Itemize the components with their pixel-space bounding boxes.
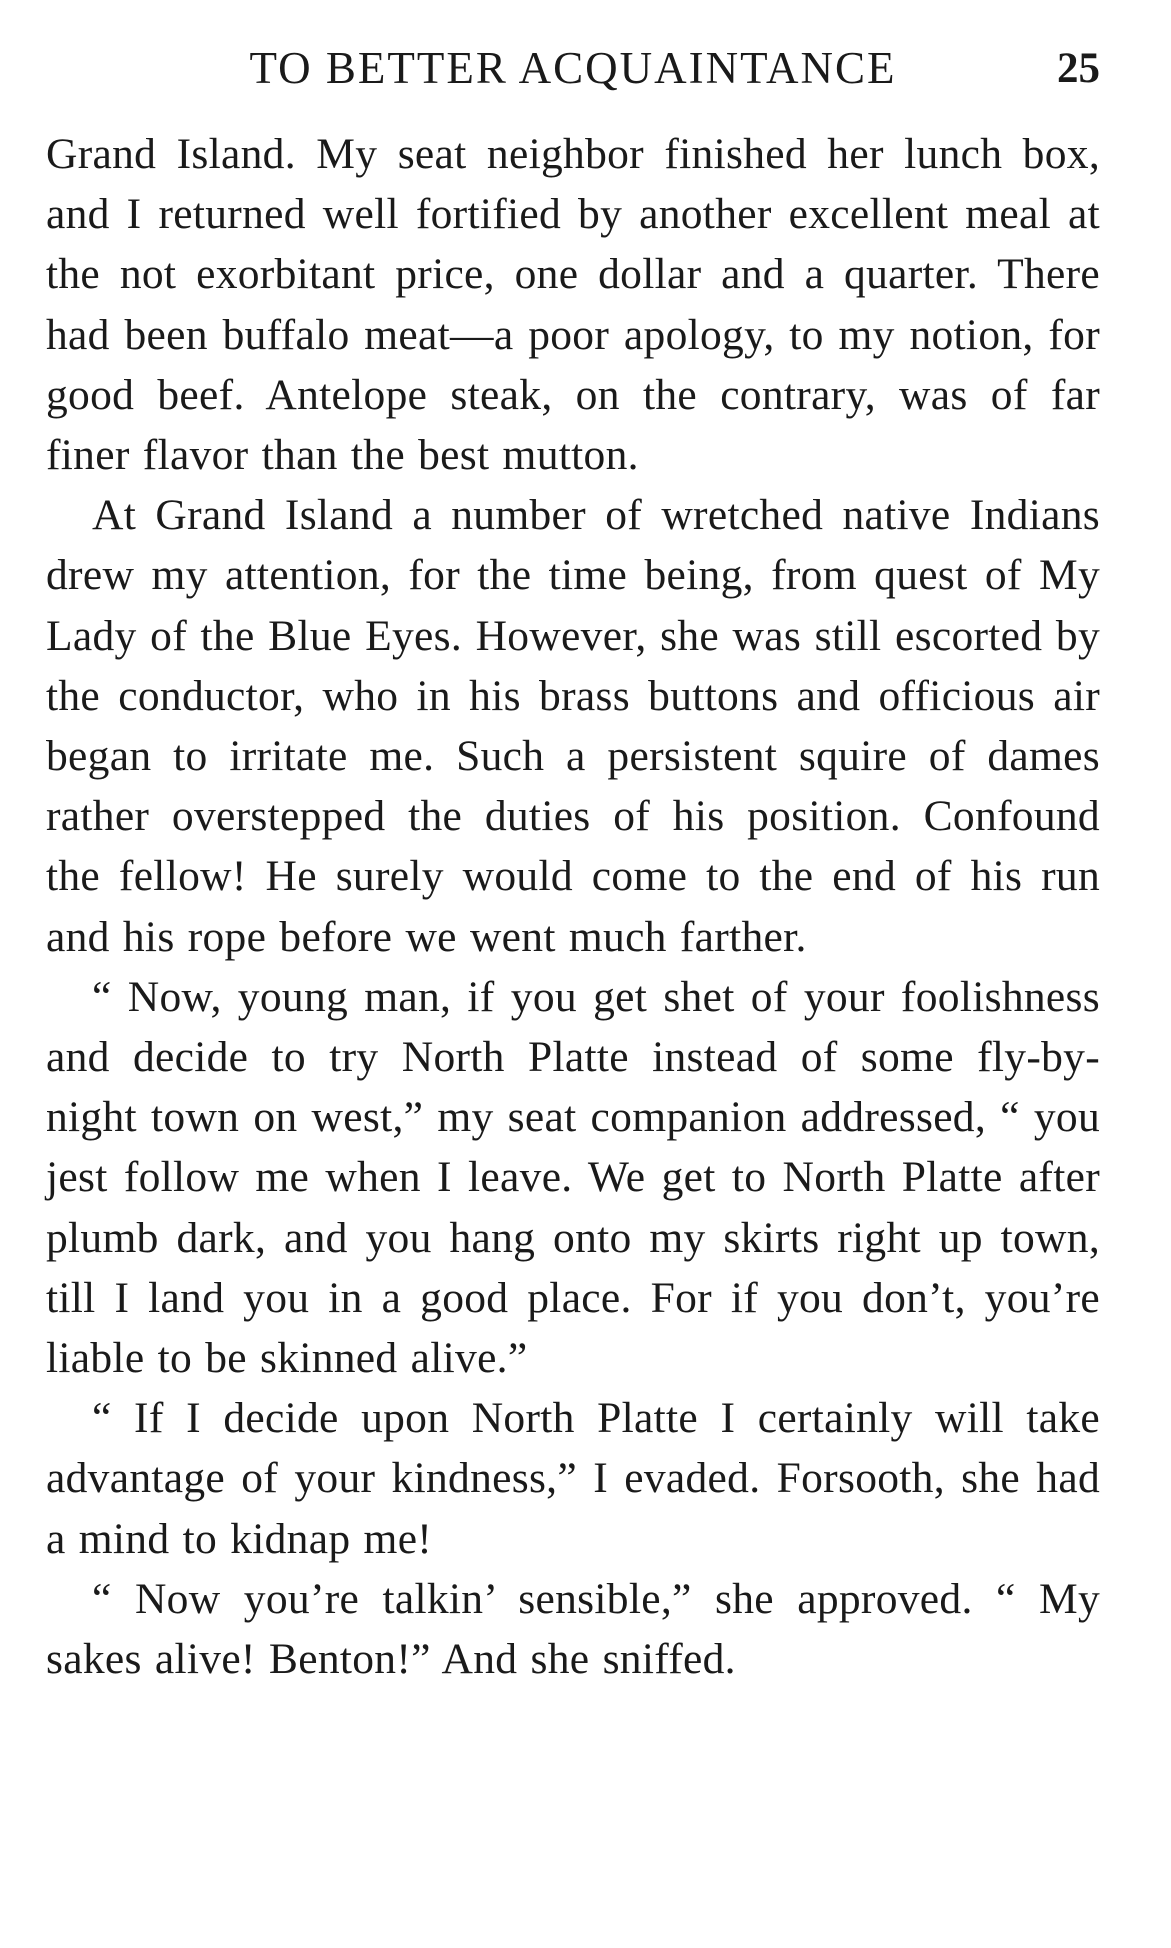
paragraph-benton: “ Now you’re talkin’ sensible,” she approved. “ My sakes alive! Benton!” And she sniffed. (46, 1574, 1100, 1684)
page-number: 25 (1057, 45, 1100, 92)
paragraph-reply: “ If I decide upon North Platte I certainly will take advantage of your kindness,” I evaded. Forsooth, she had a mind to kidnap me! (46, 1394, 1100, 1563)
paragraph-continued: Grand Island. My seat neighbor finished her lunch box, and I returned well fortified by another excellent meal at the not exorbitant price, one dollar and a quarter. There had been buffalo meat—a poor apology, to my notion, for good beef. Antelope steak, on the contrary, was of far finer flavor than the best mutton. (46, 130, 1100, 480)
paragraph-grand-island: At Grand Island a number of wretched native Indians drew my attention, for the time being, from quest of My Lady of the Blue Eyes. However, she was still escorted by the conductor, who in his brass buttons and officious air began to irritate me. Such a persistent squire of dames rather overstepped the duties of his position. Confound the fellow! He surely would come to the end of his run and his rope before we went much farther. (46, 491, 1100, 961)
page-header (46, 40, 1100, 110)
paragraph-north-platte: “ Now, young man, if you get shet of your foolishness and decide to try North Platte instead of some fly-by-night town on west,” my seat companion addressed, “ you jest follow me when I leave. We get to North Platte after plumb dark, and you hang onto my skirts right up town, till I land you in a good place. For if you don’t, you’re liable to be skinned alive.” (46, 972, 1100, 1383)
body-text (46, 124, 1100, 1689)
book-page (46, 40, 1100, 1689)
running-head: TO BETTER ACQUAINTANCE (249, 43, 897, 93)
